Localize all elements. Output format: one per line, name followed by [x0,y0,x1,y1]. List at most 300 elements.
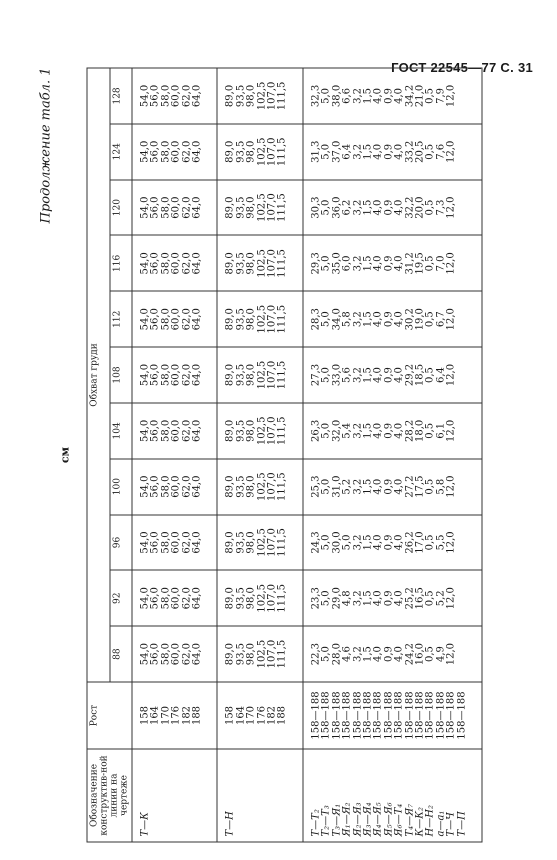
designation-cell-line: К—К₂ [414,807,426,837]
rost-cell-line: 188 [191,705,203,726]
value-cell-line: 64,0 [191,308,203,331]
rost-cell-line: 158—188 [435,691,447,740]
designation-cell-line: Т₄—Я₇ [404,803,416,837]
value-cell-line: 107,0 [266,81,278,111]
value-cell-line: 0,9 [383,311,395,328]
value-cell-line: 0,9 [383,87,395,104]
value-cell-line: 4,0 [393,311,405,328]
value-cell-line: 1,5 [362,255,374,272]
value-cell [303,347,482,403]
value-cell-line: 5,0 [320,478,332,495]
rost-cell-line: 158—188 [404,691,416,740]
value-cell [217,68,302,124]
value-cell-line: 28,2 [404,419,416,442]
rost-cell [132,682,217,749]
value-cell [132,626,217,682]
value-cell-line: 4,0 [393,478,405,495]
value-cell-line: 3,2 [352,478,363,495]
value-cell-line: 0,5 [424,367,436,383]
value-cell-line: 4,0 [393,422,405,439]
rost-cell-line: 158—188 [372,691,384,740]
value-cell-line: 62,0 [181,531,193,554]
col-header-size: 88 [110,626,133,682]
value-cell-line: 5,0 [320,87,332,104]
value-cell-line: 4,0 [372,255,384,272]
designation-cell [303,749,482,842]
col-header-size: 116 [110,236,133,292]
value-cell-line: 29,3 [310,252,322,275]
table-unit: см [58,446,72,464]
value-cell [132,515,217,571]
value-cell-line: 5,0 [320,590,332,607]
value-cell-line: 34,0 [331,308,343,331]
value-cell-line: 111,5 [276,528,288,557]
rost-cell-line: 158—188 [456,691,468,740]
table-body [132,68,482,842]
value-cell [217,403,302,459]
value-cell-line: 0,9 [383,534,395,551]
value-cell-line: 12,0 [445,587,457,610]
value-cell-line: 1,5 [362,646,374,663]
designation-cell [217,749,302,842]
col-header-group: Обхват груди [87,68,110,682]
value-cell-line: 98,0 [245,642,257,666]
designation-cell-line: Т—Ч [445,812,457,837]
value-cell-line: 0,9 [383,422,395,439]
value-cell-line: 98,0 [245,140,257,163]
value-cell-line: 60,0 [170,363,182,387]
value-cell-line: 0,5 [424,199,436,216]
value-cell-line: 56,0 [149,475,161,498]
value-cell-line: 22,3 [310,642,322,666]
value-cell-line: 89,0 [224,196,236,219]
value-cell [303,459,482,515]
rost-cell-line: 158—188 [331,691,343,740]
value-cell-line: 93,5 [235,84,247,108]
table-row [303,68,482,842]
value-cell-line: 25,3 [310,475,322,498]
value-cell-line: 107,0 [266,416,278,446]
value-cell-line: 0,9 [383,646,395,663]
designation-cell-line: Я₄—Я₅ [372,802,384,837]
col-header-size: 104 [110,403,133,459]
value-cell-line: 37,0 [331,140,343,163]
designation-cell-line: Т—К [139,812,151,837]
value-cell-line: 102,5 [256,137,268,167]
value-cell-line: 1,5 [362,143,374,160]
value-cell [303,626,482,682]
value-cell-line: 0,5 [424,422,436,439]
designation-cell-line: а—а₁ [435,810,447,837]
rost-cell-line: 158—188 [414,691,426,740]
table-row [217,68,302,842]
value-cell-line: 3,2 [352,87,363,104]
value-cell-line: 12,0 [445,419,457,442]
value-cell-line: 98,0 [245,475,257,498]
rost-cell-line: 158—188 [310,691,322,740]
value-cell-line: 98,0 [245,363,257,387]
value-cell-line: 102,5 [256,639,268,669]
designation-cell-line: Т—Н [224,811,236,837]
value-cell-line: 7,6 [435,143,447,160]
value-cell-line: 0,9 [383,367,395,383]
value-cell-line: 27,3 [310,363,322,387]
value-cell-line: 29,0 [331,587,343,610]
value-cell-line: 64,0 [191,84,203,108]
rost-cell-line: 158—188 [445,691,457,740]
rost-cell-line: 176 [170,705,182,726]
col-header-size: 108 [110,347,133,403]
value-cell-line: 3,2 [352,367,363,383]
value-cell-line: 24,2 [404,642,416,666]
value-cell-line: 6,7 [435,311,447,328]
value-cell-line: 29,2 [404,363,416,387]
value-cell-line: 93,5 [235,140,247,163]
value-cell-line: 102,5 [256,81,268,111]
value-cell-line: 36,0 [331,196,343,219]
value-cell-line: 93,5 [235,587,247,610]
value-cell-line: 98,0 [245,419,257,442]
value-cell-line: 58,0 [160,308,172,331]
value-cell [217,124,302,180]
value-cell-line: 107,0 [266,137,278,167]
value-cell-line: 5,0 [320,143,332,160]
value-cell-line: 5,6 [341,367,353,383]
value-cell-line: 54,0 [139,308,151,331]
designation-cell-line: Я₆—Т₄ [393,803,405,837]
rost-cell-line: 158 [139,705,151,726]
value-cell-line: 58,0 [160,363,172,387]
value-cell-line: 12,0 [445,308,457,331]
value-cell-line: 3,2 [352,199,363,216]
measurement-table [87,68,483,843]
value-cell-line: 62,0 [181,252,193,275]
value-cell-line: 102,5 [256,304,268,334]
value-cell-line: 89,0 [224,84,236,108]
value-cell-line: 12,0 [445,363,457,387]
value-cell [132,180,217,236]
value-cell-line: 64,0 [191,419,203,442]
value-cell-line: 3,2 [352,646,363,663]
rost-cell-line: 158—188 [393,691,405,740]
value-cell-line: 0,9 [383,143,395,160]
value-cell-line: 20,0 [414,196,426,219]
value-cell-line: 4,0 [393,143,405,160]
value-cell-line: 30,0 [331,531,343,554]
value-cell [132,124,217,180]
value-cell-line: 54,0 [139,419,151,442]
value-cell [303,403,482,459]
value-cell-line: 7,9 [435,87,447,104]
value-cell-line: 4,0 [372,646,384,663]
value-cell-line: 0,5 [424,534,436,551]
value-cell-line: 31,0 [331,475,343,498]
col-header-size: 128 [110,68,133,124]
value-cell-line: 102,5 [256,193,268,222]
value-cell-line: 111,5 [276,137,288,167]
value-cell-line: 28,3 [310,308,322,331]
value-cell-line: 23,3 [310,587,322,610]
value-cell-line: 111,5 [276,416,288,446]
value-cell-line: 54,0 [139,587,151,610]
value-cell-line: 0,5 [424,590,436,607]
rost-cell-line: 176 [256,705,268,726]
value-cell-line: 4,0 [393,534,405,551]
value-cell-line: 98,0 [245,587,257,610]
value-cell-line: 89,0 [224,363,236,387]
value-cell [132,347,217,403]
value-cell-line: 21,0 [414,84,426,108]
value-cell-line: 56,0 [149,84,161,108]
value-cell-line: 111,5 [276,249,288,278]
value-cell-line: 16,0 [414,642,426,666]
value-cell-line: 12,0 [445,531,457,554]
value-cell-line: 56,0 [149,531,161,554]
value-cell-line: 1,5 [362,478,374,495]
value-cell-line: 1,5 [362,199,374,216]
value-cell-line: 4,9 [435,646,447,663]
col-header-size: 92 [110,570,133,626]
value-cell-line: 4,0 [393,255,405,272]
value-cell-line: 6,2 [341,199,353,216]
value-cell-line: 0,5 [424,87,436,104]
value-cell-line: 18,5 [414,363,426,387]
value-cell-line: 4,0 [372,534,384,551]
value-cell-line: 64,0 [191,587,203,610]
value-cell-line: 107,0 [266,193,278,222]
value-cell-line: 58,0 [160,140,172,163]
value-cell [303,291,482,347]
value-cell-line: 7,0 [435,255,447,272]
designation-cell-line: Я₁—Я₂ [341,802,353,837]
value-cell-line: 20,5 [414,140,426,163]
value-cell-line: 93,5 [235,196,247,219]
value-cell-line: 111,5 [276,360,288,390]
value-cell-line: 89,0 [224,475,236,498]
rost-cell-line: 182 [181,705,193,726]
value-cell-line: 12,0 [445,196,457,219]
value-cell-line: 35,0 [331,252,343,275]
value-cell-line: 54,0 [139,252,151,275]
value-cell-line: 4,0 [372,199,384,216]
value-cell-line: 58,0 [160,419,172,442]
value-cell-line: 102,5 [256,528,268,557]
value-cell-line: 60,0 [170,308,182,331]
value-cell-line: 62,0 [181,587,193,610]
table-caption: Продолжение табл. 1 [38,67,54,224]
value-cell-line: 19,5 [414,252,426,275]
value-cell-line: 5,0 [341,534,353,551]
value-cell-line: 4,0 [393,590,405,607]
value-cell-line: 107,0 [266,249,278,278]
value-cell [132,68,217,124]
value-cell-line: 62,0 [181,196,193,219]
value-cell-line: 111,5 [276,639,288,669]
rost-cell-line: 158 [224,705,236,726]
value-cell-line: 60,0 [170,140,182,163]
value-cell-line: 60,0 [170,419,182,442]
value-cell [217,180,302,236]
col-header-rost: Рост [87,682,132,749]
value-cell-line: 1,5 [362,534,374,551]
value-cell-line: 5,2 [341,478,353,495]
rotated-table [38,67,516,843]
value-cell-line: 56,0 [149,308,161,331]
value-cell-line: 89,0 [224,252,236,275]
value-cell-line: 4,0 [393,367,405,383]
value-cell-line: 54,0 [139,642,151,666]
value-cell-line: 5,0 [320,199,332,216]
value-cell-line: 60,0 [170,84,182,108]
rost-cell-line: 158—188 [352,691,363,740]
value-cell-line: 6,6 [341,87,353,104]
value-cell-line: 60,0 [170,531,182,554]
value-cell-line: 54,0 [139,531,151,554]
designation-cell-line: Т₂—Т₃ [320,805,332,837]
value-cell-line: 56,0 [149,140,161,163]
page-header: ГОСТ 22545—77 С. 31 [391,60,533,75]
value-cell-line: 4,0 [372,590,384,607]
table-row [132,68,217,842]
value-cell-line: 62,0 [181,419,193,442]
value-cell-line: 0,5 [424,255,436,272]
value-cell-line: 4,6 [341,646,353,663]
designation-cell-line: Я₅—Я₆ [383,802,395,837]
value-cell-line: 30,3 [310,196,322,219]
value-cell-line: 60,0 [170,252,182,275]
value-cell-line: 32,3 [310,84,322,108]
value-cell [303,236,482,292]
value-cell-line: 64,0 [191,642,203,666]
value-cell-line: 54,0 [139,196,151,219]
value-cell-line: 34,2 [404,84,416,108]
col-header-size: 124 [110,124,133,180]
value-cell-line: 26,3 [310,419,322,442]
value-cell-line: 93,5 [235,475,247,498]
value-cell-line: 58,0 [160,475,172,498]
value-cell-line: 1,5 [362,311,374,328]
value-cell-line: 3,2 [352,534,363,551]
value-cell-line: 58,0 [160,84,172,108]
value-cell-line: 1,5 [362,590,374,607]
value-cell-line: 28,0 [331,642,343,666]
designation-cell [132,749,217,842]
value-cell-line: 64,0 [191,196,203,219]
value-cell-line: 5,5 [435,534,447,551]
value-cell-line: 0,5 [424,478,436,495]
value-cell [303,570,482,626]
value-cell [132,570,217,626]
rost-cell [217,682,302,749]
value-cell-line: 58,0 [160,196,172,219]
value-cell-line: 102,5 [256,249,268,278]
value-cell-line: 58,0 [160,531,172,554]
designation-cell-line: Т—Т₂ [310,809,322,837]
value-cell [217,291,302,347]
value-cell-line: 31,3 [310,140,322,163]
col-header-size: 120 [110,180,133,236]
value-cell-line: 93,5 [235,642,247,666]
value-cell-line: 19,0 [414,308,426,331]
value-cell [132,459,217,515]
value-cell-line: 111,5 [276,472,288,501]
value-cell-line: 62,0 [181,84,193,108]
value-cell-line: 3,2 [352,311,363,328]
value-cell-line: 107,0 [266,360,278,390]
value-cell-line: 5,8 [341,311,353,328]
rost-cell-line: 158—188 [424,691,436,740]
value-cell [217,347,302,403]
rost-cell-line: 188 [276,705,288,726]
value-cell-line: 0,9 [383,590,395,607]
value-cell-line: 60,0 [170,475,182,498]
value-cell-line: 5,2 [435,590,447,607]
value-cell-line: 64,0 [191,252,203,275]
value-cell-line: 0,5 [424,311,436,328]
value-cell-line: 111,5 [276,304,288,334]
value-cell-line: 93,5 [235,531,247,554]
value-cell-line: 60,0 [170,642,182,666]
value-cell-line: 56,0 [149,587,161,610]
value-cell-line: 6,4 [341,143,353,160]
value-cell-line: 32,2 [404,196,416,219]
value-cell-line: 12,0 [445,252,457,275]
value-cell-line: 4,0 [393,199,405,216]
value-cell-line: 25,2 [404,587,416,610]
value-cell-line: 5,0 [320,311,332,328]
value-cell [217,236,302,292]
value-cell-line: 89,0 [224,308,236,331]
value-cell-line: 6,4 [435,367,447,383]
value-cell-line: 93,5 [235,252,247,275]
value-cell-line: 54,0 [139,475,151,498]
value-cell-line: 32,0 [331,419,343,442]
rost-cell-line: 158—188 [320,691,332,740]
rost-cell-line: 164 [149,705,161,726]
value-cell-line: 0,9 [383,255,395,272]
value-cell-line: 0,5 [424,143,436,160]
value-cell-line: 107,0 [266,528,278,557]
value-cell-line: 33,2 [404,140,416,163]
value-cell-line: 54,0 [139,84,151,108]
value-cell-line: 62,0 [181,140,193,163]
value-cell-line: 60,0 [170,196,182,219]
value-cell-line: 56,0 [149,196,161,219]
rost-cell-line: 170 [160,705,172,726]
value-cell [132,403,217,459]
value-cell-line: 56,0 [149,419,161,442]
designation-cell-line: Н—Н₂ [424,805,436,837]
value-cell-line: 107,0 [266,304,278,334]
value-cell-line: 93,5 [235,419,247,442]
value-cell-line: 89,0 [224,419,236,442]
value-cell-line: 93,5 [235,363,247,387]
value-cell-line: 18,0 [414,419,426,442]
value-cell-line: 1,5 [362,422,374,439]
value-cell-line: 64,0 [191,475,203,498]
value-cell-line: 107,0 [266,639,278,669]
value-cell-line: 93,5 [235,308,247,331]
value-cell-line: 4,0 [372,311,384,328]
value-cell-line: 102,5 [256,360,268,390]
value-cell-line: 4,0 [372,87,384,104]
rost-cell-line: 170 [245,705,257,726]
value-cell-line: 58,0 [160,587,172,610]
value-cell-line: 26,2 [404,531,416,554]
value-cell-line: 58,0 [160,252,172,275]
value-cell-line: 62,0 [181,475,193,498]
value-cell-line: 5,4 [341,422,353,439]
